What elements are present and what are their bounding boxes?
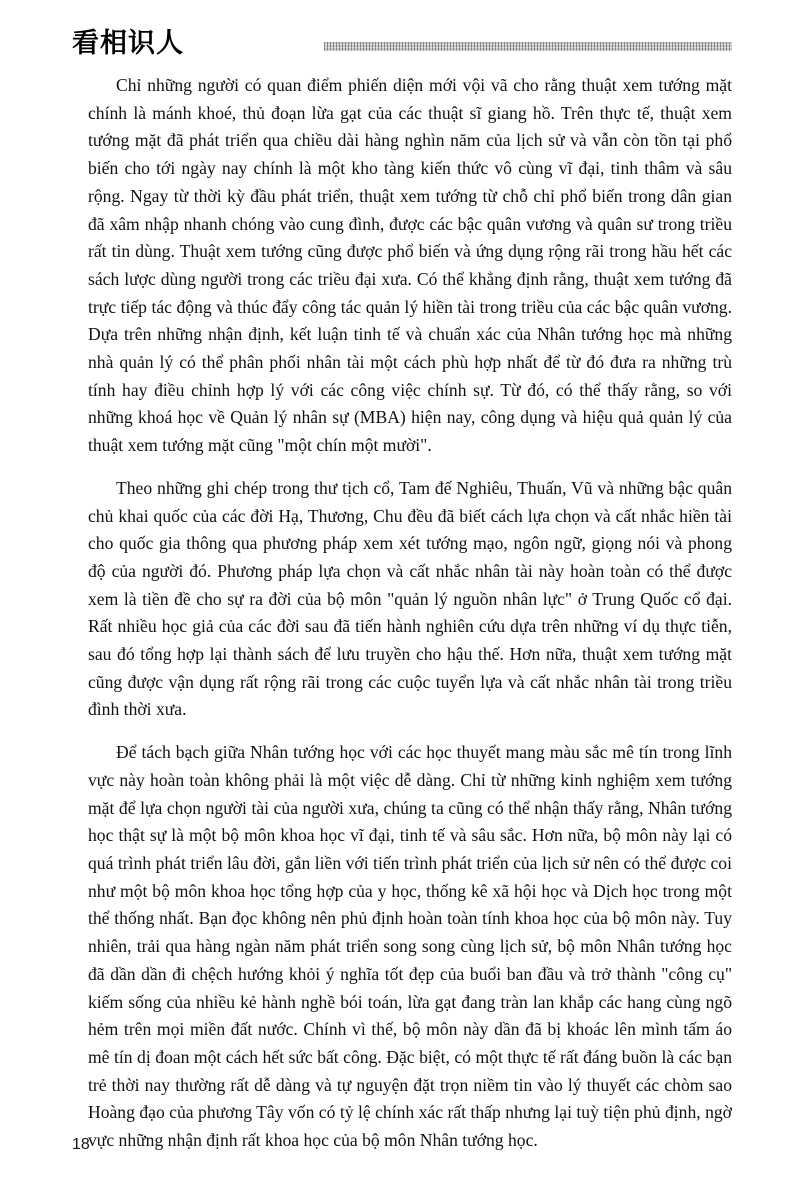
paragraph: Để tách bạch giữa Nhân tướng học với các học thuyết mang màu sắc mê tín trong lĩnh vực này hoàn toàn không phải là một việc dễ dàng. Chỉ từ những kinh nghiệm xem tướng mặt để lựa chọn người tài của người xưa, chúng ta cũng có thể nhận thấy rằng, Nhân tướng học thật sự là một bộ môn khoa học vĩ đại, tinh tế và sâu sắc. Hơn nữa, bộ môn này lại có quá trình phát triển lâu đời, gắn liền với tiến trình phát triển của lịch sử nên có thể được coi như một bộ môn khoa học tổng hợp của y học, thống kê xã hội học và Dịch học trong một thể thống nhất. Bạn đọc không nên phủ định hoàn toàn tính khoa học của bộ môn này. Tuy nhiên, trải qua hàng ngàn năm phát triển song song cùng lịch sử, bộ môn Nhân tướng học đã dần dần đi chệch hướng khỏi ý nghĩa tốt đẹp của buổi ban đầu và trở thành "công cụ" kiếm sống của nhiều kẻ hành nghề bói toán, lừa gạt đang tràn lan khắp các hang cùng ngõ hẻm trên mọi miền đất nước. Chính vì thế, bộ môn này dần đã bị khoác lên mình tấm áo mê tín dị đoan một cách hết sức bất công. Đặc biệt, có một thực tế rất đáng buồn là các bạn trẻ thời nay thường rất dễ dàng và tự nguyện đặt trọn niềm tin vào lý thuyết các chòm sao Hoàng đạo của phương Tây vốn có tỷ lệ chính xác rất thấp nhưng lại tuỳ tiện phủ định, ngờ vực những nhận định rất khoa học của bộ môn Nhân tướng học. [88, 742, 732, 1151]
header-title: 看相识人 [72, 28, 184, 59]
paragraph: Theo những ghi chép trong thư tịch cổ, Tam đế Nghiêu, Thuấn, Vũ và những bậc quân chủ khai quốc của các đời Hạ, Thương, Chu đều đã biết cách lựa chọn và cất nhắc hiền tài cho quốc gia thông qua phương pháp xem xét tướng mạo, ngôn ngữ, giọng nói và phong độ của người đó. Phương pháp lựa chọn và cất nhắc nhân tài này hoàn toàn có thể được xem là tiền đề cho sự ra đời của bộ môn "quản lý nguồn nhân lực" ở Trung Quốc cổ đại. Rất nhiều học giả của các đời sau đã tiến hành nghiên cứu dựa trên những ví dụ thực tiễn, sau đó tổng hợp lại thành sách để lưu truyền cho hậu thế. Hơn nữa, thuật xem tướng mặt cũng được vận dụng rất rộng rãi trong các cuộc tuyển lựa và cất nhắc nhân tài trong triều đình thời xưa. [88, 477, 732, 720]
paragraph: Chỉ những người có quan điểm phiến diện mới vội vã cho rằng thuật xem tướng mặt chính là mánh khoé, thủ đoạn lừa gạt của các thuật sĩ giang hồ. Trên thực tế, thuật xem tướng mặt đã phát triển qua chiều dài hàng nghìn năm của lịch sử và vẫn còn tồn tại phổ biến cho tới ngày nay chính là một kho tàng kiến thức vô cùng vĩ đại, tinh thâm và sâu rộng. Ngay từ thời kỳ đầu phát triển, thuật xem tướng từ chỗ chỉ phổ biến trong dân gian đã xâm nhập nhanh chóng vào cung đình, được các bậc quân vương và quân sư trong triều rất tin dùng. Thuật xem tướng cũng được phổ biến và ứng dụng rộng rãi trong hầu hết các sách lược dùng người trong các triều đại xưa. Có thể khẳng định rằng, thuật xem tướng đã trực tiếp tác động và thúc đẩy công tác quản lý hiền tài trong triều của các bậc quân vương. Dựa trên những nhận định, kết luận tinh tế và chuẩn xác của Nhân tướng học mà những nhà quản lý có thể phân phối nhân tài một cách phù hợp nhất để từ đó đưa ra những trù tính hay điều chỉnh hợp lý với các công việc chính sự. Từ đó, có thể thấy rằng, so với những khoá học về Quản lý nhân sự (MBA) hiện nay, công dụng và hiệu quả quản lý của thuật xem tướng mặt cũng "một chín một mười". [88, 75, 732, 456]
body-text [88, 72, 732, 1170]
header-decorative-rule [324, 42, 732, 51]
running-header [72, 26, 732, 66]
page-number: 18 [72, 1136, 90, 1153]
